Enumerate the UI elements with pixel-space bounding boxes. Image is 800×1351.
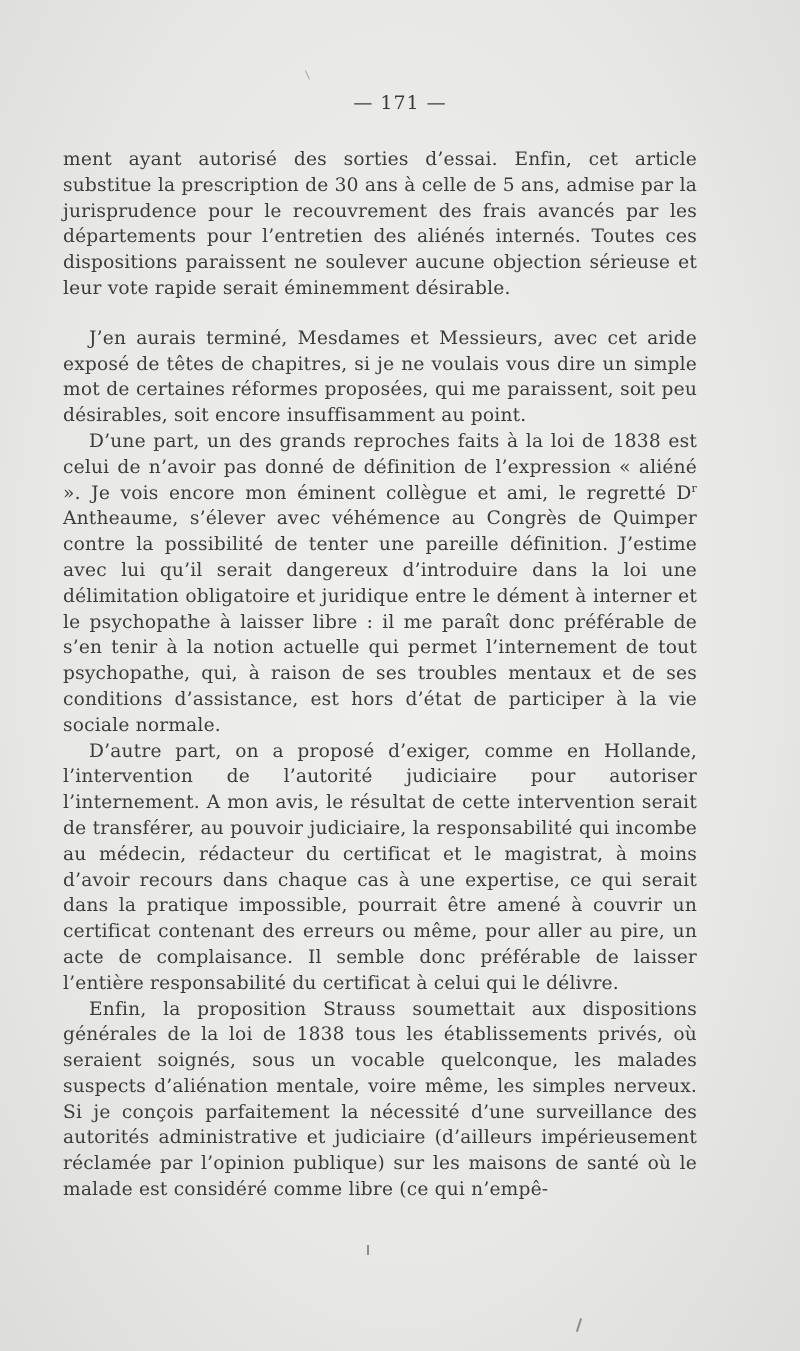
paragraph-4: D’autre part, on a proposé d’exiger, comme en Hollande, l’intervention de l’autorité judiciaire pour autoriser l’internement. A mon avis, le résultat de cette intervention serait de transférer, au pouvoir judiciaire, la responsabilité qui incombe au médecin, rédacteur du certificat et le magistrat, à moins d’avoir recours dans chaque cas à une expertise, ce qui serait dans la pratique impossible, pourrait être amené à couvrir un certificat contenant des erreurs ou même, pour aller au pire, un acte de complaisance. Il semble donc préférable de laisser l’entière responsabilité du certificat à celui qui le délivre. — [63, 740, 697, 994]
page-number: — 171 — — [353, 92, 447, 114]
superscript-r: r — [691, 481, 697, 495]
paragraph-gap — [63, 302, 697, 326]
paragraph-5: Enfin, la proposition Strauss soumettait aux dispositions générales de la loi de 1838 tous les établissements privés, où seraient soignés, sous un vocable quelconque, les malades suspects d’aliénation mentale, voire même, les simples nerveux. Si je conçois parfaitement la nécessité d’une surveillance des autorités administrative et judiciaire (d’ailleurs impérieusement réclamée par l’opinion publique) sur les maisons de santé où le malade est considéré comme libre (ce qui n’empê- — [63, 998, 697, 1201]
paragraph-1: ment ayant autorisé des sorties d’essai. Enfin, cet article substitue la prescription de 30 ans à celle de 5 ans, admise par la jurisprudence pour le recouvrement des frais avancés par les départements pour l’entretien des aliénés internés. Toutes ces dispositions paraissent ne soulever aucune objection sérieuse et leur vote rapide serait éminemment désirable. — [63, 149, 697, 299]
paragraph-3-text-after: Antheaume, s’élever avec véhémence au Congrès de Quimper contre la possibilité de tenter une pareille définition. J’estime avec lui qu’il serait dangereux d’introduire dans la loi une délimitation obligatoire et juridique entre le dément à interner et le psychopathe à laisser libre : il me paraît donc préférable de s’en tenir à la notion actuelle qui permet l’internement de tout psychopathe, qui, à raison de ses troubles mentaux et de ses conditions d’assistance, est hors d’état de participer à la vie sociale normale. — [63, 508, 697, 736]
paragraph-3-text-before: D’une part, un des grands reproches faits à la loi de 1838 est celui de n’avoir pas donné de définition de l’expression « aliéné ». Je vois encore mon éminent collègue et ami, le regretté D — [63, 430, 697, 504]
paragraph-3 — [63, 429, 697, 739]
scan-mark — [576, 1318, 582, 1332]
scan-mark — [305, 70, 310, 79]
body-text — [63, 147, 697, 1203]
paragraph-2: J’en aurais terminé, Mesdames et Messieurs, avec cet aride exposé de têtes de chapitres, si je ne voulais vous dire un simple mot de certaines réformes proposées, qui me paraissent, soit peu désirables, soit encore insuffisamment au point. — [63, 327, 697, 427]
scan-mark — [367, 1245, 369, 1255]
